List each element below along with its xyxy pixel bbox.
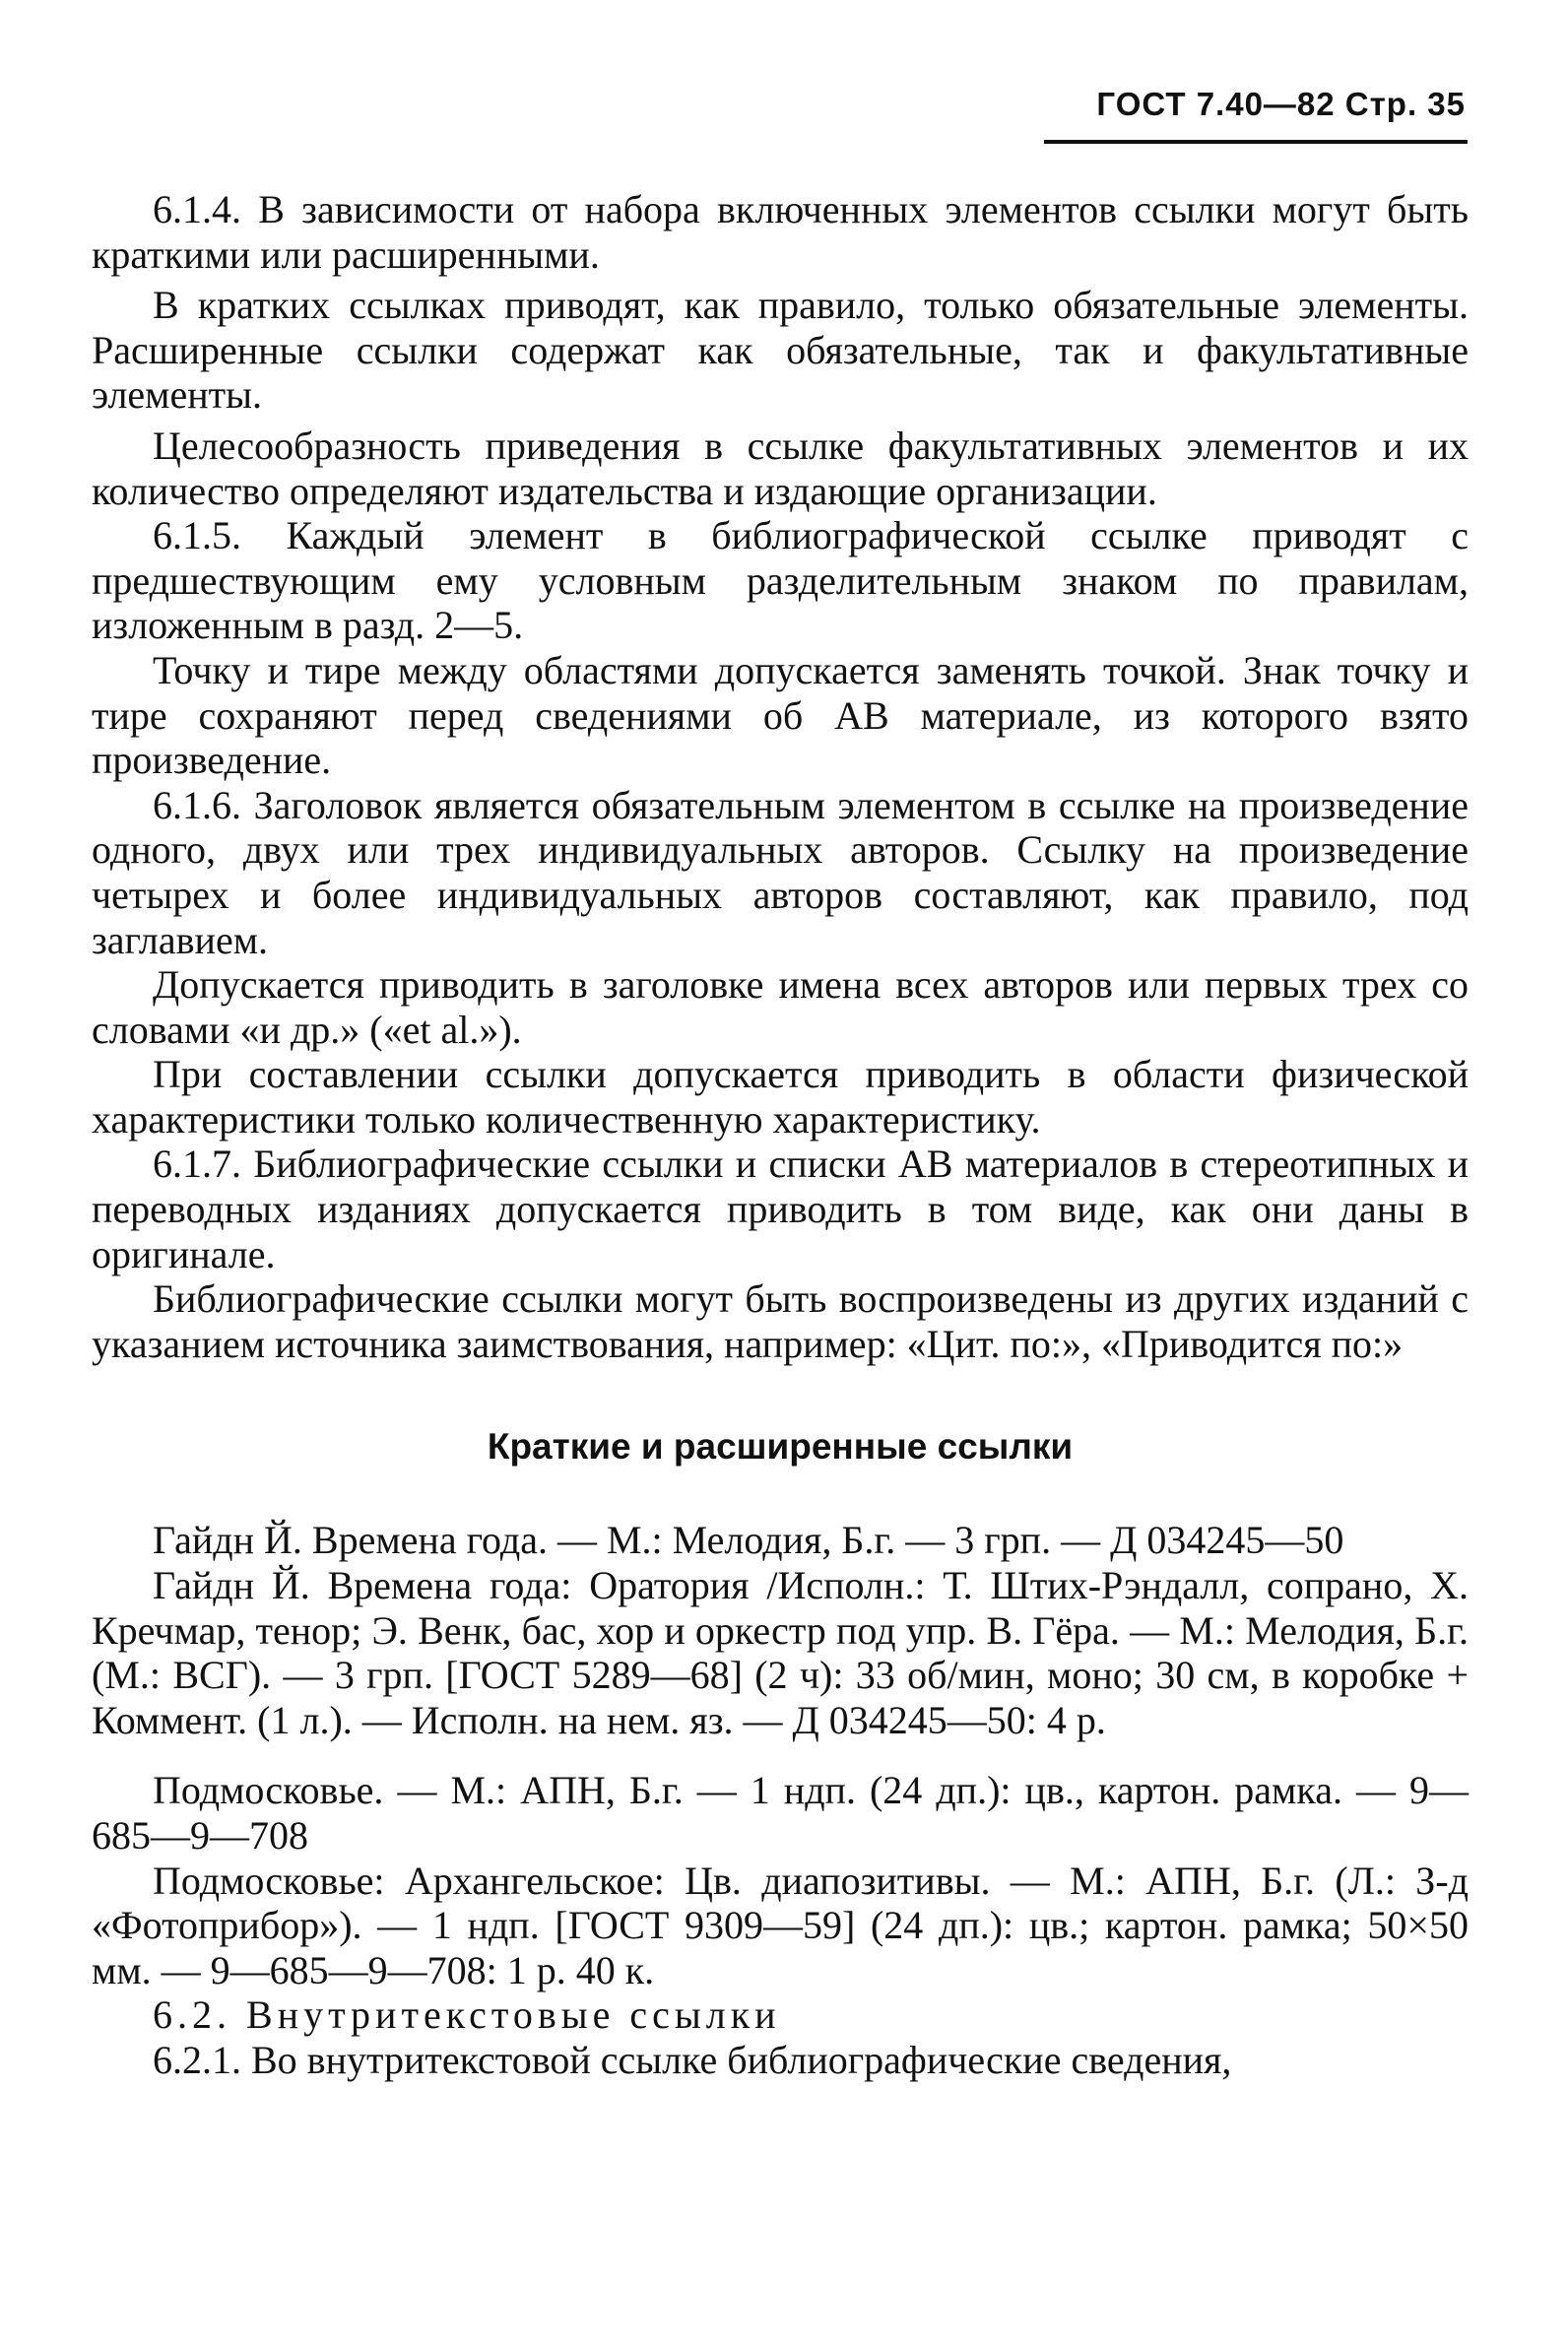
paragraph-6-1-5: 6.1.5. Каждый элемент в библиографической ссылке приводят с предшествующим ему условным разделительным знаком по правилам, изложенным в разд. 2—5. xyxy=(92,513,1469,648)
example-reference-extended-2: Подмосковье: Архангельское: Цв. диапозитивы. — М.: АПН, Б.г. (Л.: З-д «Фотоприбор»). — 1 ндп. [ГОСТ 9309—59] (24 дп.): цв.; картон. рамка; 50×50 мм. — 9—685—9—708: 1 р. 40 к. xyxy=(92,1858,1469,1992)
example-reference-extended-1: Гайдн Й. Времена года: Оратория /Исполн.: Т. Штих-Рэндалл, сопрано, Х. Кречмар, тенор; Э. Венк, бас, хор и оркестр под упр. В. Гёра. — М.: Мелодия, Б.г. (М.: ВСГ). — 3 грп. [ГОСТ 5289—68] (2 ч): 33 об/мин, моно; 30 см, в коробке + Коммент. (1 л.). — Исполн. на нем. яз. — Д 034245—50: 4 р. xyxy=(92,1563,1469,1742)
paragraph-6-1-7: 6.1.7. Библиографические ссылки и списки АВ материалов в стереотипных и переводных изданиях допускается приводить в том виде, как они даны в оригинале. xyxy=(92,1142,1469,1276)
paragraph-author-names: Допускается приводить в заголовке имена всех авторов или первых трех со словами «и др.» («et al.»). xyxy=(92,962,1469,1052)
paragraph-optional-elements: Целесообразность приведения в ссылке факультативных элементов и их количество определяют издательства и издающие организации. xyxy=(92,423,1469,513)
subsection-heading: 6.2. Внутритекстовые ссылки xyxy=(153,1992,781,2038)
paragraph-6-1-6: 6.1.6. Заголовок является обязательным элементом в ссылке на произведение одного, двух или трех индивидуальных авторов. Ссылку на произведение четырех и более индивидуальных авторов составляют, как правило, под заглавием. xyxy=(92,782,1469,962)
paragraph-6-2-1: 6.2.1. Во внутритекстовой ссылке библиографические сведения, xyxy=(153,2037,1232,2082)
section-heading: Краткие и расширенные ссылки xyxy=(487,1426,1074,1468)
page-body xyxy=(92,187,1469,2083)
example-reference-short-1: Гайдн Й. Времена года. — М.: Мелодия, Б.г. — 3 грп. — Д 034245—50 xyxy=(153,1518,1344,1563)
paragraph-6-1-4: 6.1.4. В зависимости от набора включенных элементов ссылки могут быть краткими или расширенными. xyxy=(92,187,1469,277)
paragraph-reproduced-references: Библиографические ссылки могут быть воспроизведены из других изданий с указанием источника заимствования, например: «Цит. по:», «Приводится по:» xyxy=(92,1276,1469,1366)
header-rule xyxy=(1044,140,1468,144)
running-head: ГОСТ 7.40—82 Стр. 35 xyxy=(1096,86,1466,122)
paragraph-dot-dash: Точку и тире между областями допускается заменять точкой. Знак точку и тире сохраняют перед сведениями об АВ материале, из которого взято произведение. xyxy=(92,647,1469,783)
paragraph-physical-description: При составлении ссылки допускается приводить в области физической характеристики только количественную характеристику. xyxy=(92,1052,1469,1142)
paragraph-short-references: В кратких ссылках приводят, как правило, только обязательные элементы. Расширенные ссылки содержат как обязательные, так и факультативные элементы. xyxy=(92,283,1469,418)
example-reference-short-2: Подмосковье. — М.: АПН, Б.г. — 1 ндп. (24 дп.): цв., картон. рамка. — 9—685—9—708 xyxy=(92,1768,1469,1858)
